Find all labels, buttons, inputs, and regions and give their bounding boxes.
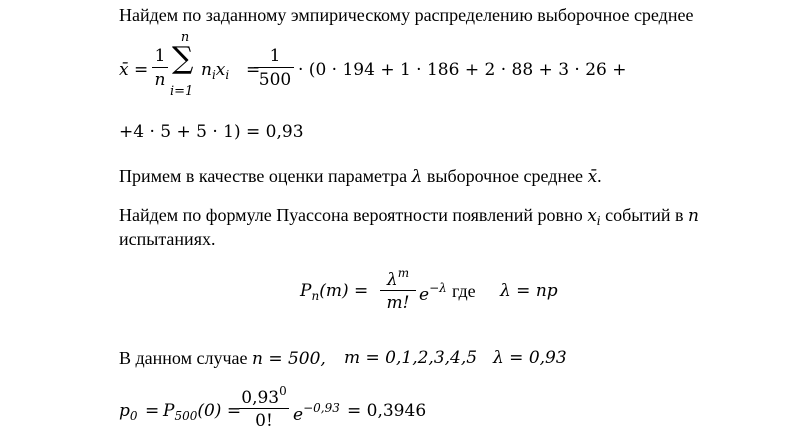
m-values: m = 0,1,2,3,4,5 <box>344 348 478 368</box>
paragraph-sample-mean-intro: Найдем по заданному эмпирическому распределению выборочное среднее <box>119 5 694 25</box>
p0-result: = 0,3946 <box>347 401 427 421</box>
formula-p0 <box>119 381 519 432</box>
formula-sum-expansion: · (0 · 194 + 1 · 186 + 2 · 88 + 3 · 26 + <box>298 60 627 80</box>
equals-sign: = <box>246 60 261 80</box>
frac2-denominator: 500 <box>258 70 292 90</box>
frac-numerator: 1 <box>154 46 166 66</box>
formula-lhs: x̄ = <box>119 60 149 80</box>
paragraph-estimate: Примем в качестве оценки параметра λ выборочное среднее x̄. <box>119 166 602 187</box>
sum-upper-limit: n <box>180 30 190 45</box>
p0-lhs: $p_0$ <box>119 401 138 423</box>
sum-symbol: ∑ <box>172 41 194 76</box>
formula-sample-mean-continuation: +4 · 5 + 5 · 1) = 0,93 <box>119 122 304 142</box>
frac2-bar <box>254 67 294 68</box>
paragraph-poisson-intro-line2: испытаниях. <box>119 229 216 249</box>
p0-frac-bar <box>239 408 289 409</box>
poisson-lhs: $P_n(m)$ = <box>300 281 369 303</box>
p500-expression: $P_{500}(0)$ = <box>163 401 242 423</box>
frac-bar <box>152 67 168 68</box>
summand: $n_ix_i$ <box>201 60 230 82</box>
frac2-numerator: 1 <box>269 46 281 66</box>
frac-denominator: n <box>154 70 166 90</box>
paragraph-given-values: В данном случае n = 500, <box>119 348 326 369</box>
poisson-frac-bar <box>380 290 416 291</box>
formula-sample-mean <box>119 30 799 106</box>
poisson-denominator: m! <box>386 293 410 313</box>
poisson-exponential: $e^{-\lambda}$ <box>419 281 447 305</box>
formula-poisson <box>300 262 600 322</box>
lambda-definition: λ = np <box>500 281 558 301</box>
p0-denominator: 0! <box>255 411 273 431</box>
p0-equals: = <box>145 401 160 421</box>
lambda-value: λ = 0,93 <box>493 348 567 368</box>
p0-exponential: $e^{-0,93}$ <box>293 401 340 425</box>
p0-numerator: 0,93$^0$ <box>241 384 287 408</box>
where-word: где <box>452 281 476 301</box>
poisson-numerator: $\lambda^m$ <box>386 266 410 290</box>
paragraph-poisson-intro: Найдем по формуле Пуассона вероятности появлений ровно $x_i$ событий в n <box>119 205 699 228</box>
sum-lower-limit: i=1 <box>170 84 194 99</box>
